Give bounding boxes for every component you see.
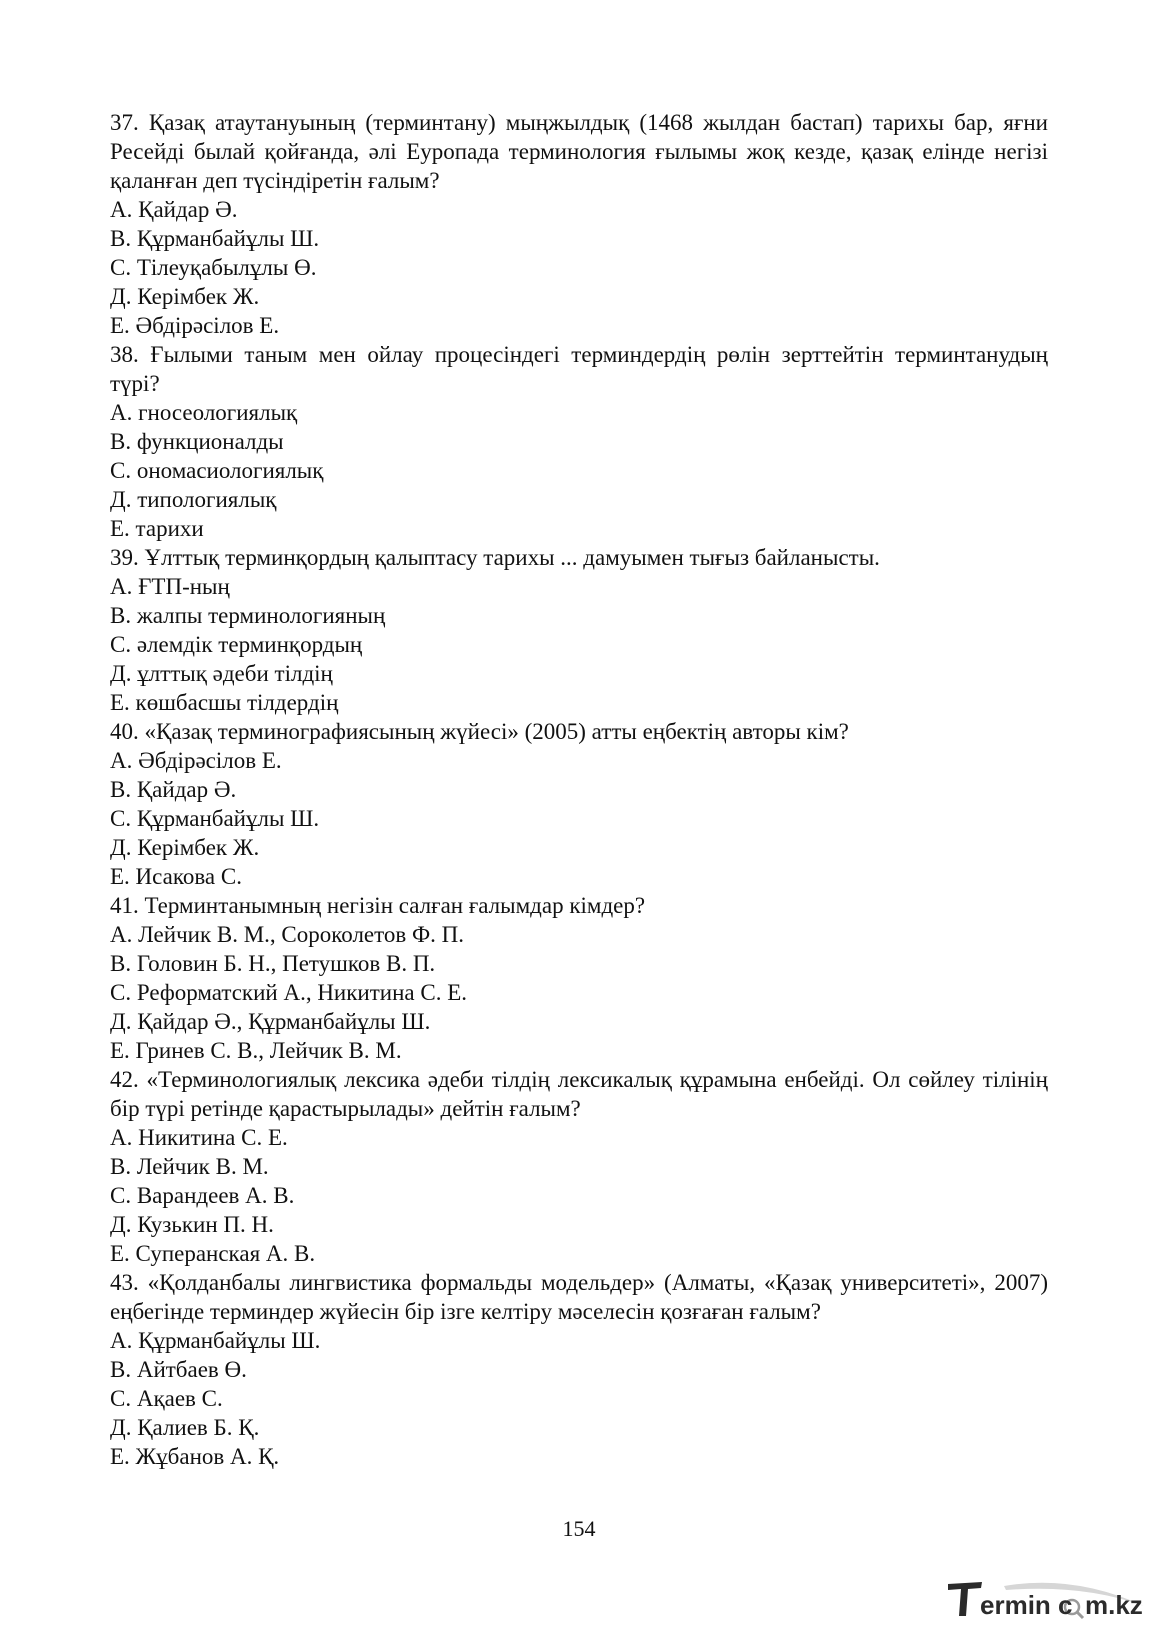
answer-options <box>110 746 1048 891</box>
answer-options <box>110 1326 1048 1471</box>
answer-option: B. Головин Б. Н., Петушков В. П. <box>110 951 436 976</box>
answer-options <box>110 398 1048 543</box>
answer-option: B. Құрманбайұлы Ш. <box>110 226 320 251</box>
answer-option: E. Әбдірәсілов Е. <box>110 313 280 338</box>
answer-option: B. Айтбаев Ө. <box>110 1357 247 1382</box>
question-text: 38. Ғылыми таным мен ойлау процесіндегі терминдердің рөлін зерттейтін терминтанудың түрі? <box>110 342 1048 396</box>
answer-option: E. көшбасшы тілдердің <box>110 690 339 715</box>
watermark-logo <box>944 1576 1154 1626</box>
question-text: 39. Ұлттық терминқордың қалыптасу тарихы ... дамуымен тығыз байланысты. <box>110 545 880 570</box>
answer-option: E. Жұбанов А. Қ. <box>110 1444 280 1469</box>
question-37 <box>110 108 1048 340</box>
question-41 <box>110 891 1048 1065</box>
answer-option: B. функционалды <box>110 429 284 454</box>
answer-options <box>110 1123 1048 1268</box>
question-text: 41. Терминтанымның негізін салған ғалымдар кімдер? <box>110 893 646 918</box>
answer-option: C. Ақаев С. <box>110 1386 223 1411</box>
answer-option: E. Суперанская А. В. <box>110 1241 316 1266</box>
answer-option: B. жалпы терминологияның <box>110 603 386 628</box>
question-text: 43. «Қолданбалы лингвистика формальды модельдер» (Алматы, «Қазақ университеті», 2007) еңбегінде терминдер жүйесін бір ізге келтіру мәселесін қозғаған ғалым? <box>110 1270 1048 1324</box>
answer-option: A. Никитина С. Е. <box>110 1125 288 1150</box>
answer-options <box>110 572 1048 717</box>
question-text: 42. «Терминологиялық лексика әдеби тілдің лексикалық құрамына енбейді. Ол сөйлеу тілінің бір түрі ретінде қарастырылады» дейтін ғалым? <box>110 1067 1048 1121</box>
answer-option: A. Әбдірәсілов Е. <box>110 748 282 773</box>
answer-option: Д. Керімбек Ж. <box>110 835 260 860</box>
answer-option: Д. типологиялық <box>110 487 277 512</box>
answer-option: A. Қайдар Ә. <box>110 197 238 222</box>
answer-options <box>110 920 1048 1065</box>
page-number: 154 <box>562 1516 596 1541</box>
answer-option: A. гносеологиялық <box>110 400 298 425</box>
logo-text-left: ermin c <box>980 1590 1073 1620</box>
answer-option: Д. Қалиев Б. Қ. <box>110 1415 260 1440</box>
answer-option: E. Гринев С. В., Лейчик В. М. <box>110 1038 402 1063</box>
termincom-logo-icon <box>944 1576 1154 1626</box>
answer-option: C. Варандеев А. В. <box>110 1183 295 1208</box>
question-39 <box>110 543 1048 717</box>
answer-option: Д. Керімбек Ж. <box>110 284 260 309</box>
question-38 <box>110 340 1048 543</box>
logo-text-right: m.kz <box>1085 1590 1143 1620</box>
question-text: 40. «Қазақ терминографиясының жүйесі» (2005) атты еңбектің авторы кім? <box>110 719 849 744</box>
answer-option: A. ҒТП-ның <box>110 574 230 599</box>
question-42 <box>110 1065 1048 1268</box>
logo-t-shape <box>948 1582 982 1616</box>
answer-option: C. Реформатский А., Никитина С. Е. <box>110 980 467 1005</box>
answer-option: B. Лейчик В. М. <box>110 1154 269 1179</box>
question-text: 37. Қазақ атаутануының (терминтану) мыңжылдық (1468 жылдан бастап) тарихы бар, яғни Ресейді былай қойғанда, әлі Еуропада терминология ғылымы жоқ кезде, қазақ елінде негізі қаланған деп түсіндіретін ғалым? <box>110 110 1048 193</box>
question-43 <box>110 1268 1048 1471</box>
answer-option: C. Құрманбайұлы Ш. <box>110 806 320 831</box>
answer-option: Д. ұлттық әдеби тілдің <box>110 661 333 686</box>
answer-option: E. тарихи <box>110 516 204 541</box>
answer-option: Д. Кузькин П. Н. <box>110 1212 274 1237</box>
answer-option: Д. Қайдар Ә., Құрманбайұлы Ш. <box>110 1009 431 1034</box>
answer-option: A. Лейчик В. М., Сороколетов Ф. П. <box>110 922 465 947</box>
answer-option: B. Қайдар Ә. <box>110 777 237 802</box>
answer-option: C. ономасиологиялық <box>110 458 324 483</box>
answer-option: C. Тілеуқабылұлы Ө. <box>110 255 317 280</box>
question-40 <box>110 717 1048 891</box>
answer-option: C. әлемдік терминқордың <box>110 632 363 657</box>
answer-option: E. Исакова С. <box>110 864 242 889</box>
answer-option: A. Құрманбайұлы Ш. <box>110 1328 321 1353</box>
answer-options <box>110 195 1048 340</box>
document-page <box>110 108 1048 1471</box>
